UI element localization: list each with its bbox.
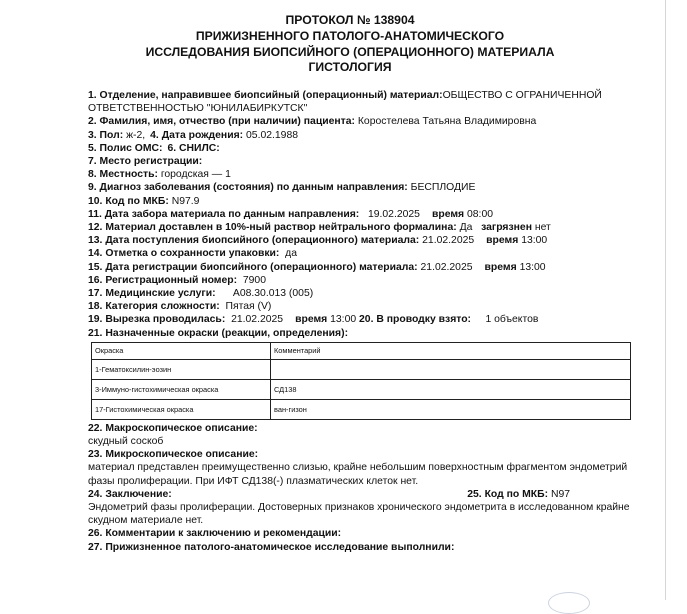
- field-8: 8. Местность: городская — 1: [88, 169, 231, 181]
- icd-code-final: 25. Код по МКБ: N97: [467, 488, 570, 500]
- field-21: 21. Назначенные окраски (реакции, определения):: [88, 327, 349, 339]
- field-23-label: 23. Микроскопическое описание:: [88, 449, 259, 461]
- field-1-value: ОБЩЕСТВО С ОГРАНИЧЕННОЙ ОТВЕТСТВЕННОСТЬЮ "ЮНИЛАБИРКУТСК": [88, 90, 602, 115]
- field-13: 13. Дата поступления биопсийного (операционного) материала: 21.02.2025 время 13:00: [88, 235, 548, 247]
- field-22-label: 22. Макроскопическое описание:: [88, 422, 258, 434]
- field-2: 2. Фамилия, имя, отчество (при наличии) пациента: Коростелева Татьяна Владимировна: [88, 116, 537, 128]
- field-10: 10. Код по МКБ: N97.9: [88, 195, 200, 207]
- stains-table: [91, 342, 631, 420]
- table-header-stain: Окраска: [92, 342, 271, 359]
- field-9: 9. Диагноз заболевания (состояния) по данным направления: БЕСПЛОДИЕ: [88, 182, 476, 194]
- field-15: 15. Дата регистрации биопсийного (операционного) материала: 21.02.2025 время 13:00: [88, 261, 546, 273]
- field-3-4: 3. Пол: ж-2, 4. Дата рождения: 05.02.1988: [88, 129, 299, 141]
- page-edge-divider: [665, 0, 666, 600]
- table-row: [92, 379, 631, 399]
- field-27-label: 27. Прижизненное патолого-анатомическое исследование выполнили:: [88, 541, 455, 553]
- birth-date: 05.02.1988: [246, 129, 299, 141]
- conclusion-label: 24. Заключение:: [88, 488, 172, 500]
- comment-cell: ван-гизон: [271, 399, 631, 419]
- comment-cell: СД138: [271, 379, 631, 399]
- field-11: 11. Дата забора материала по данным направления: 19.02.2025 время 08:00: [88, 208, 494, 220]
- field-7: 7. Место регистрации:: [88, 156, 203, 168]
- field-24-25: [88, 488, 636, 501]
- table-header-row: [92, 342, 631, 359]
- table-row: [92, 359, 631, 379]
- field-14: 14. Отметка о сохранности упаковки: да: [88, 248, 297, 260]
- document-header: [100, 13, 600, 76]
- stain-cell: 1-Гематоксилин-эозин: [92, 359, 271, 379]
- protocol-subtitle-3: ГИСТОЛОГИЯ: [308, 60, 392, 75]
- conclusion-text: Эндометрий фазы пролиферации. Достоверных признаков хронического эндометрита в исследованном крайне скудном материале нет.: [88, 502, 630, 527]
- field-26-label: 26. Комментарии к заключению и рекомендации:: [88, 528, 342, 540]
- sex-value: ж-2,: [126, 129, 146, 141]
- field-5-6: 5. Полис ОМС: 6. СНИЛС:: [88, 142, 220, 154]
- field-1: 1. Отделение, направившее биопсийный (операционный) материал:ОБЩЕСТВО С ОГРАНИЧЕННОЙ ОТВЕТСТВЕННОСТЬЮ "ЮНИЛАБИРКУТСК": [88, 90, 602, 115]
- referral-diagnosis: БЕСПЛОДИЕ: [410, 182, 476, 194]
- stain-cell: 3-Иммуно-гистохимическая окраска: [92, 379, 271, 399]
- field-19-20: 19. Вырезка проводилась: 21.02.2025 время 13:00 20. В проводку взято: 1 объектов: [88, 314, 539, 326]
- table-header-comment: Комментарий: [271, 342, 631, 359]
- comment-cell: [271, 359, 631, 379]
- macro-description: скудный соскоб: [88, 436, 164, 448]
- patient-name: Коростелева Татьяна Владимировна: [357, 116, 537, 128]
- protocol-subtitle-2: ИССЛЕДОВАНИЯ БИОПСИЙНОГО (ОПЕРАЦИОННОГО) МАТЕРИАЛА: [145, 44, 555, 59]
- field-18: 18. Категория сложности: Пятая (V): [88, 301, 272, 313]
- micro-description: материал представлен преимущественно слизью, крайне небольшим поверхностным фрагментом эндометрий фазы пролиферации. При ИФТ СД138(-) плазматических клеток нет.: [88, 462, 628, 487]
- field-17: 17. Медицинские услуги: A08.30.013 (005): [88, 288, 314, 300]
- field-12: 12. Материал доставлен в 10%-ный раствор нейтрального формалина: Да загрязнен нет: [88, 222, 551, 234]
- table-row: [92, 399, 631, 419]
- protocol-title: ПРОТОКОЛ № 138904: [285, 13, 415, 27]
- protocol-subtitle-1: ПРИЖИЗНЕННОГО ПАТОЛОГО-АНАТОМИЧЕСКОГО: [195, 28, 505, 43]
- stamp-edge: [548, 592, 590, 614]
- protocol-body: [88, 89, 636, 554]
- registration-number: 7900: [242, 274, 266, 286]
- field-16: 16. Регистрационный номер: 7900: [88, 274, 266, 286]
- stain-cell: 17-Гистохимическая окраска: [92, 399, 271, 419]
